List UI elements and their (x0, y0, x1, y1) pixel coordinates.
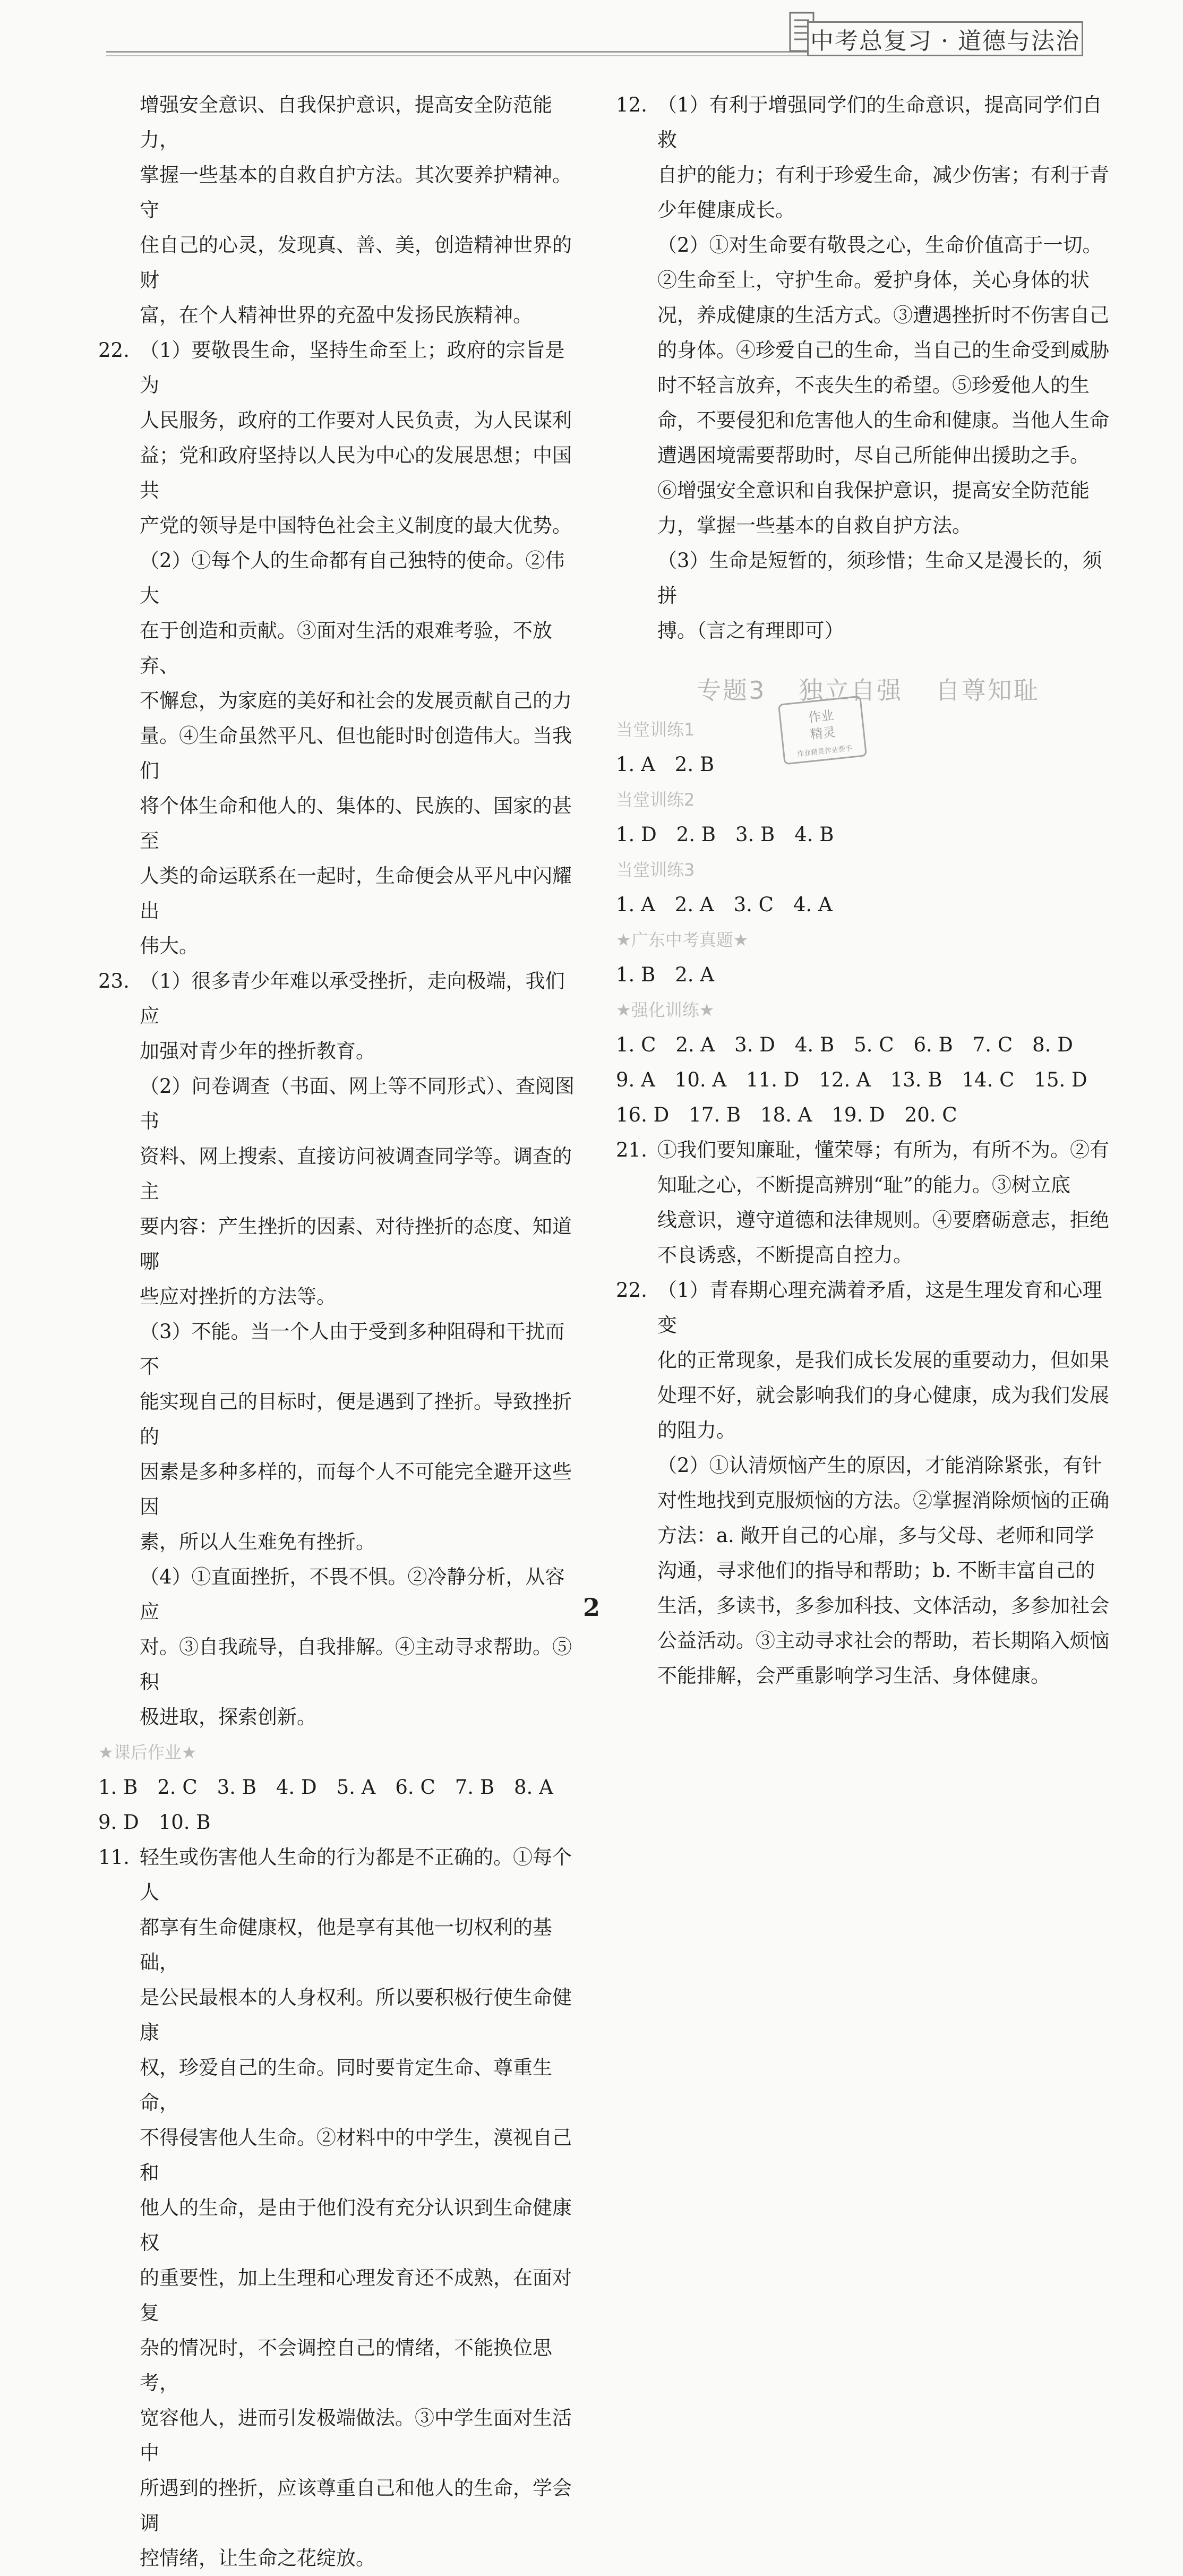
text-line: （3）不能。当一个人由于受到多种阻碍和干扰而不 (140, 1320, 565, 1378)
training-3-label: 当堂训练3 (616, 860, 695, 880)
text-line: 益；党和政府坚持以人民为中心的发展思想；中国共 (140, 444, 572, 502)
header-title: 中考总复习 · 道德与法治 (807, 21, 1083, 56)
q21-continuation (98, 88, 576, 333)
text-line: 不得侵害他人生命。②材料中的中学生，漠视自己和 (140, 2126, 572, 2184)
text-line: （1）有利于增强同学们的生命意识，提高同学们自救 (657, 93, 1102, 151)
text-line: 的身体。④珍爱自己的生命，当自己的生命受到威胁 (657, 339, 1109, 362)
text-line: 些应对挫折的方法等。 (140, 1285, 336, 1308)
text-line: 增强安全意识、自我保护意识，提高安全防范能力， (140, 93, 552, 151)
text-line: 加强对青少年的挫折教育。 (140, 1040, 375, 1063)
text-line: 住自己的心灵，发现真、善、美，创造精神世界的财 (140, 234, 572, 292)
text-line: 时不轻言放弃，不丧失生的希望。⑤珍爱他人的生 (657, 374, 1090, 397)
text-line: 况，养成健康的生活方式。③遭遇挫折时不伤害自己 (657, 304, 1109, 327)
text-line: 的重要性，加上生理和心理发育还不成熟，在面对复 (140, 2266, 572, 2324)
text-line: （2）①认清烦恼产生的原因，才能消除紧张，有针 (657, 1454, 1102, 1477)
answer-line: 9. D 10. B (98, 1811, 211, 1834)
text-line: 因素是多种多样的，而每个人不可能完全避开这些因 (140, 1460, 572, 1518)
text-line: 权，珍爱自己的生命。同时要肯定生命、尊重生命， (140, 2056, 552, 2114)
text-line: 沟通，寻求他们的指导和帮助；b. 不断丰富自己的 (657, 1559, 1095, 1582)
text-line: （1）很多青少年难以承受挫折，走向极端，我们应 (140, 970, 565, 1028)
answer-line: 1. B 2. C 3. B 4. D 5. A 6. C 7. B 8. A (98, 1776, 553, 1799)
answer-line: 1. D 2. B 3. B 4. B (616, 823, 834, 846)
text-line: （2）问卷调查（书面、网上等不同形式）、查阅图书 (140, 1075, 575, 1133)
answer-line: 1. B 2. A (616, 963, 715, 986)
topic-title-part: 自尊知耻 (935, 676, 1040, 705)
question-21-answer (616, 1133, 1120, 1273)
text-line: （2）①每个人的生命都有自己独特的使命。②伟大 (140, 549, 565, 607)
text-line: 富，在个人精神世界的充盈中发扬民族精神。 (140, 304, 533, 327)
page-number: 2 (582, 1593, 600, 1622)
question-22-answer (98, 333, 576, 964)
text-line: 量。④生命虽然平凡、但也能时时创造伟大。当我们 (140, 724, 572, 782)
answer-line: 1. A 2. B (616, 753, 715, 776)
text-line: （3）生命是短暂的，须珍惜；生命又是漫长的，须拼 (657, 549, 1102, 607)
text-line: 处理不好，就会影响我们的身心健康，成为我们发展 (657, 1384, 1109, 1407)
question-11-answer (98, 1840, 576, 2576)
training-2-label: 当堂训练2 (616, 790, 695, 810)
answer-line: 1. A 2. A 3. C 4. A (616, 893, 833, 916)
text-line: 化的正常现象，是我们成长发展的重要动力，但如果 (657, 1349, 1109, 1372)
text-line: 对性地找到克服烦恼的方法。②掌握消除烦恼的正确 (657, 1489, 1109, 1512)
stamp-logo (776, 694, 869, 766)
stamp-line: 作业 (807, 707, 835, 725)
text-line: 命，不要侵犯和危害他人的生命和健康。当他人生命 (657, 409, 1109, 432)
text-line: （1）要敬畏生命，坚持生命至上；政府的宗旨是为 (140, 339, 565, 397)
question-number: 21. (616, 1139, 647, 1161)
topic-title (616, 672, 1120, 709)
text-line: 方法：a. 敞开自己的心扉，多与父母、老师和同学 (657, 1524, 1094, 1547)
question-number: 12. (616, 93, 647, 116)
text-line: 公益活动。③主动寻求社会的帮助，若长期陷入烦恼 (657, 1629, 1109, 1652)
text-line: 线意识，遵守道德和法律规则。④要磨砺意志，拒绝 (657, 1209, 1109, 1231)
text-line: 所遇到的挫折，应该尊重自己和他人的生命，学会调 (140, 2477, 572, 2535)
text-line: 素，所以人生难免有挫折。 (140, 1530, 375, 1553)
text-line: 遭遇困境需要帮助时，尽自己所能伸出援助之手。 (657, 444, 1090, 467)
text-line: ②生命至上，守护生命。爱护身体，关心身体的状 (657, 269, 1090, 292)
text-line: 宽容他人，进而引发极端做法。③中学生面对生活中 (140, 2407, 572, 2464)
text-line: 生活，多读书，多参加科技、文体活动，多参加社会 (657, 1594, 1109, 1617)
text-line: 都享有生命健康权，他是享有其他一切权利的基础， (140, 1916, 552, 1974)
text-line: 力，掌握一些基本的自救自护方法。 (657, 514, 972, 537)
text-line: 能实现自己的目标时，便是遇到了挫折。导致挫折的 (140, 1390, 572, 1448)
text-line: 掌握一些基本的自救自护方法。其次要养护精神。守 (140, 164, 572, 221)
question-22b-answer (616, 1273, 1120, 1693)
topic-title-part: 独立自强 (799, 676, 903, 705)
question-number: 22. (616, 1279, 647, 1302)
text-line: 资料、网上搜索、直接访问被调查同学等。调查的主 (140, 1145, 572, 1203)
text-line: （1）青春期心理充满着矛盾，这是生理发育和心理变 (657, 1279, 1102, 1337)
text-line: （2）①对生命要有敬畏之心，生命价值高于一切。 (657, 234, 1102, 256)
homework-section-label: ★课后作业★ (98, 1742, 197, 1762)
text-line: （4）①直面挫折，不畏不惧。②冷静分析，从容应 (140, 1565, 565, 1623)
text-line: 杂的情况时，不会调控自己的情绪，不能换位思考， (140, 2337, 552, 2394)
text-line: 人类的命运联系在一起时，生命便会从平凡中闪耀出 (140, 865, 572, 922)
left-column (98, 88, 576, 2576)
answer-line: 16. D 17. B 18. A 19. D 20. C (616, 1103, 957, 1126)
text-line: ①我们要知廉耻，懂荣辱；有所为，有所不为。②有 (657, 1139, 1109, 1161)
topic-number: 专题3 (697, 676, 766, 705)
question-number: 22. (98, 339, 130, 362)
question-number: 23. (98, 970, 130, 992)
guangdong-exam-label: ★广东中考真题★ (616, 930, 749, 950)
text-line: 极进取，探索创新。 (140, 1706, 316, 1728)
question-12-answer (616, 88, 1120, 648)
text-line: 不良诱惑，不断提高自控力。 (657, 1244, 913, 1266)
answer-line: 1. C 2. A 3. D 4. B 5. C 6. B 7. C 8. D (616, 1033, 1073, 1056)
stamp-line: 精灵 (809, 724, 836, 742)
text-line: 将个体生命和他人的、集体的、民族的、国家的甚至 (140, 794, 572, 852)
text-line: 对。③自我疏导，自我排解。④主动寻求帮助。⑤积 (140, 1636, 572, 1693)
answer-line: 9. A 10. A 11. D 12. A 13. B 14. C 15. D (616, 1068, 1087, 1091)
text-line: 轻生或伤害他人生命的行为都是不正确的。①每个人 (140, 1846, 572, 1904)
text-line: 在于创造和贡献。③面对生活的艰难考验，不放弃、 (140, 619, 552, 677)
strengthen-training-label: ★强化训练★ (616, 1000, 715, 1020)
text-line: 知耻之心，不断提高辨别“耻”的能力。③树立底 (657, 1174, 1070, 1196)
right-column (616, 88, 1120, 1693)
text-line: 搏。（言之有理即可） (657, 619, 844, 642)
header-rule-secondary (106, 55, 903, 56)
training-1-label: 当堂训练1 (616, 720, 695, 740)
text-line: 他人的生命，是由于他们没有充分认识到生命健康权 (140, 2196, 572, 2254)
text-line: 不懈怠，为家庭的美好和社会的发展贡献自己的力 (140, 689, 572, 712)
text-line: 控情绪，让生命之花绽放。 (140, 2547, 375, 2570)
question-number: 11. (98, 1846, 130, 1869)
header-rule (106, 51, 903, 53)
text-line: 少年健康成长。 (657, 199, 795, 221)
text-line: 产党的领导是中国特色社会主义制度的最大优势。 (140, 514, 572, 537)
text-line: 是公民最根本的人身权利。所以要积极行使生命健康 (140, 1986, 572, 2044)
text-line: 伟大。 (140, 935, 199, 957)
text-line: 不能排解，会严重影响学习生活、身体健康。 (657, 1664, 1050, 1687)
text-line: 要内容：产生挫折的因素、对待挫折的态度、知道哪 (140, 1215, 572, 1273)
text-line: 自护的能力；有利于珍爱生命，减少伤害；有利于青 (657, 164, 1109, 186)
text-line: 人民服务，政府的工作要对人民负责，为人民谋利 (140, 409, 572, 432)
text-line: ⑥增强安全意识和自我保护意识，提高安全防范能 (657, 479, 1090, 502)
text-line: 的阻力。 (657, 1419, 736, 1442)
stamp-line: 作业精灵作业帮手 (796, 744, 853, 759)
